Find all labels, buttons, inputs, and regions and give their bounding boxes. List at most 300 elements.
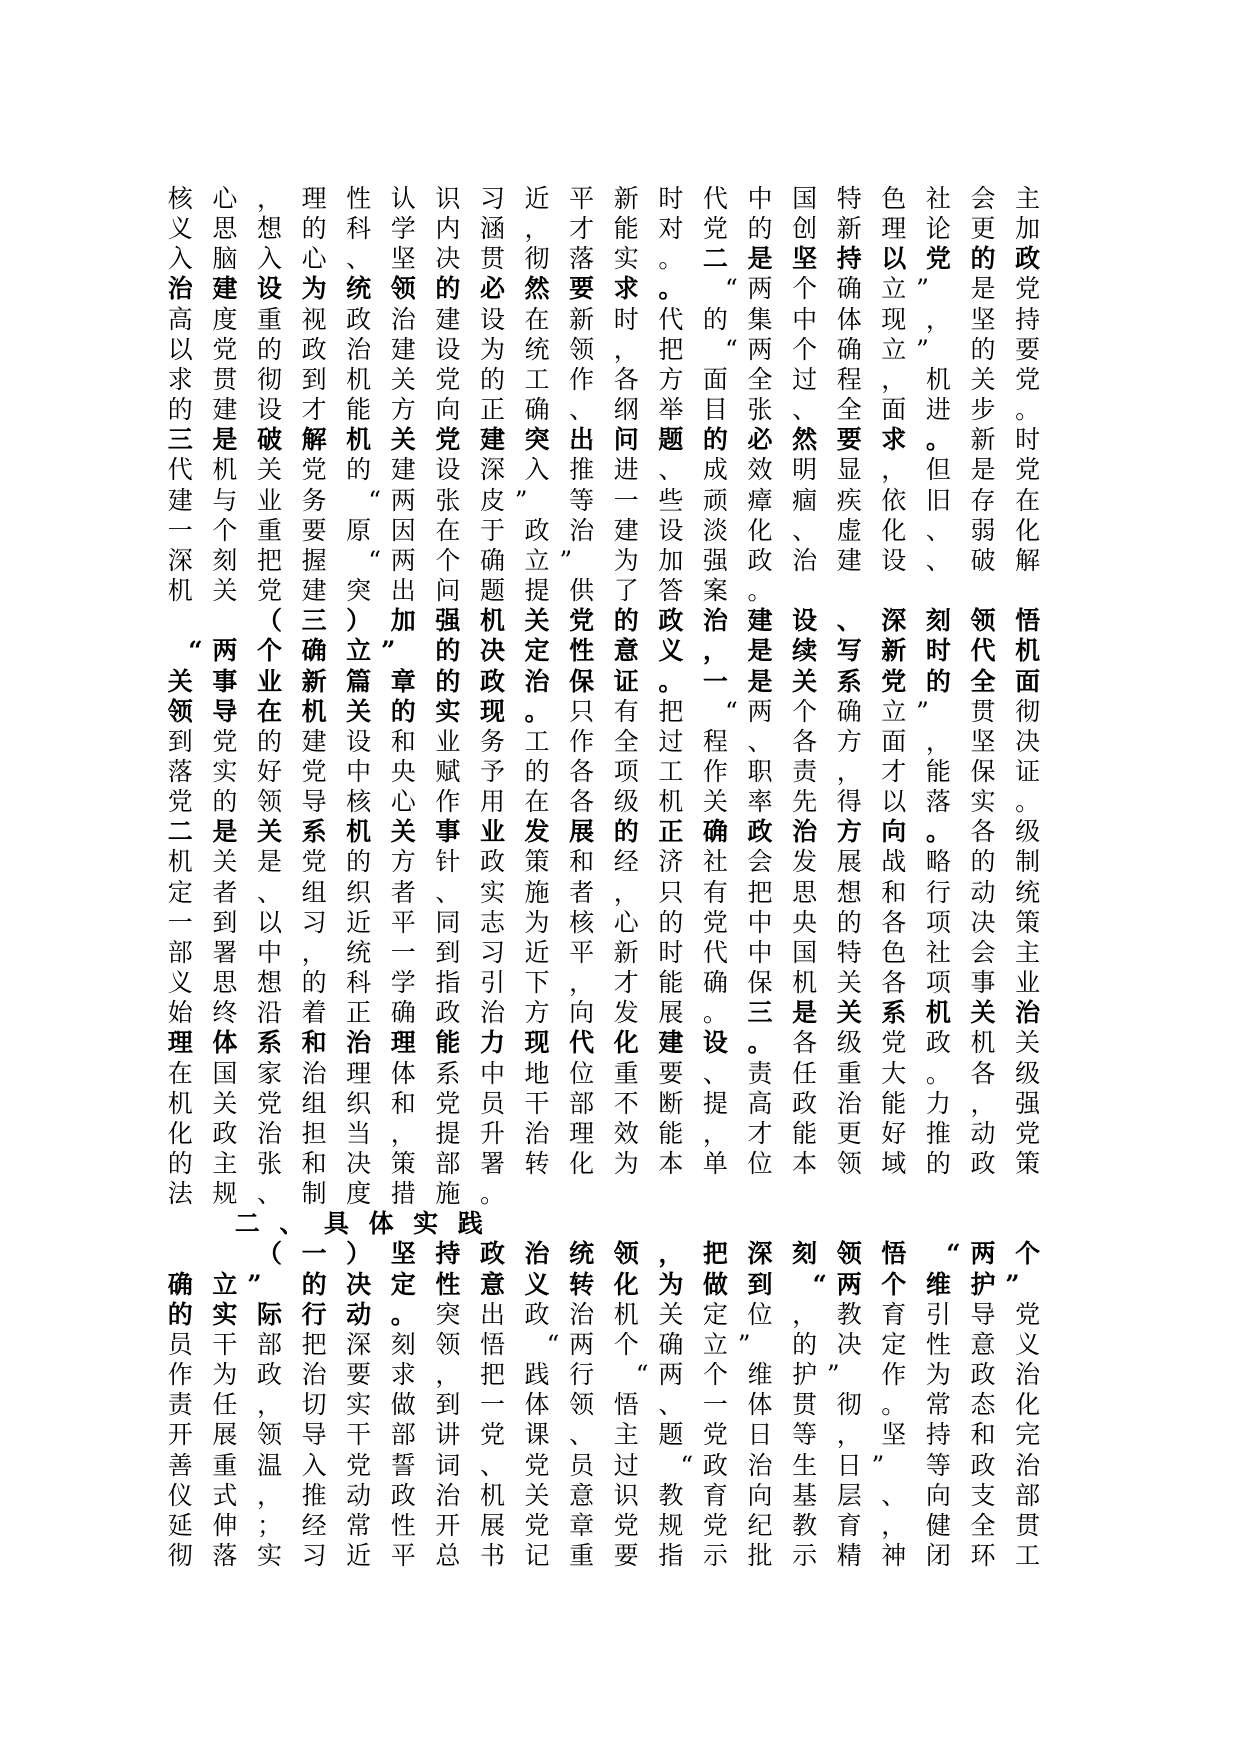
glyph: 一 bbox=[479, 1390, 505, 1420]
glyph: 确 bbox=[658, 1329, 684, 1359]
glyph: 实 bbox=[212, 756, 238, 786]
bold-text-run bbox=[225, 1209, 493, 1238]
glyph: 能 bbox=[792, 1118, 818, 1148]
glyph: ” bbox=[737, 1329, 751, 1359]
glyph: “ bbox=[368, 485, 381, 515]
text-line bbox=[158, 727, 1050, 757]
glyph: 才 bbox=[613, 968, 639, 998]
glyph: 。 bbox=[702, 998, 728, 1028]
glyph: 机 bbox=[346, 425, 372, 455]
text-line bbox=[158, 817, 1050, 847]
glyph: 位 bbox=[747, 1299, 773, 1329]
glyph: 确 bbox=[167, 1269, 193, 1299]
glyph: 部 bbox=[167, 937, 193, 967]
glyph: 章 bbox=[390, 666, 416, 696]
glyph: 性 bbox=[569, 636, 595, 666]
glyph: 推 bbox=[569, 455, 595, 485]
text-line bbox=[158, 516, 1050, 546]
glyph: 部 bbox=[390, 1420, 416, 1450]
text-line bbox=[158, 606, 1050, 636]
glyph: 定 bbox=[524, 636, 550, 666]
glyph: 完 bbox=[1015, 1420, 1041, 1450]
glyph: 。 bbox=[658, 666, 684, 696]
glyph: 。 bbox=[390, 1299, 416, 1329]
glyph: 在 bbox=[167, 1058, 193, 1088]
glyph: 个 bbox=[702, 1360, 728, 1390]
glyph: 设 bbox=[792, 606, 818, 636]
glyph: 发 bbox=[524, 817, 550, 847]
glyph: 个 bbox=[792, 334, 818, 364]
glyph: 党 bbox=[702, 1420, 728, 1450]
glyph: 理 bbox=[390, 1028, 416, 1058]
glyph: 贯 bbox=[1015, 1510, 1041, 1540]
glyph: 事 bbox=[970, 968, 996, 998]
glyph: 的 bbox=[479, 364, 505, 394]
glyph: （ bbox=[256, 606, 282, 636]
glyph: 痼 bbox=[792, 485, 818, 515]
glyph: 针 bbox=[435, 847, 461, 877]
glyph: 政 bbox=[390, 1480, 416, 1510]
glyph: 领 bbox=[836, 1239, 862, 1269]
glyph: 求 bbox=[167, 364, 193, 394]
glyph: 和 bbox=[390, 726, 416, 756]
glyph: 等 bbox=[569, 485, 595, 515]
text-line bbox=[158, 1179, 1050, 1209]
glyph: 三 bbox=[301, 606, 327, 636]
glyph: 到 bbox=[747, 1269, 773, 1299]
glyph: 仪 bbox=[167, 1480, 193, 1510]
glyph: 想 bbox=[256, 968, 282, 998]
glyph: 业 bbox=[1015, 968, 1041, 998]
glyph: 实 bbox=[212, 1299, 238, 1329]
glyph: 日 bbox=[836, 1450, 862, 1480]
glyph: 战 bbox=[881, 847, 907, 877]
text-line bbox=[158, 455, 1050, 485]
glyph: 作 bbox=[167, 1360, 193, 1390]
glyph: ” bbox=[916, 334, 929, 364]
glyph: 出 bbox=[569, 425, 595, 455]
glyph: 义 bbox=[658, 636, 684, 666]
glyph: 务 bbox=[479, 726, 505, 756]
glyph: 践 bbox=[524, 1360, 550, 1390]
text-line bbox=[158, 274, 1050, 304]
glyph: 全 bbox=[970, 1510, 996, 1540]
glyph: 体 bbox=[212, 1028, 238, 1058]
glyph: 领 bbox=[256, 1420, 282, 1450]
glyph: 护 bbox=[792, 1360, 818, 1390]
glyph: 全 bbox=[747, 364, 773, 394]
glyph: 为 bbox=[301, 274, 327, 304]
glyph: 和 bbox=[569, 847, 595, 877]
glyph: 决 bbox=[1015, 726, 1041, 756]
glyph: 化 bbox=[613, 1269, 639, 1299]
glyph: 习 bbox=[301, 1541, 327, 1571]
glyph: 建 bbox=[212, 274, 238, 304]
glyph: 党 bbox=[881, 1028, 907, 1058]
text-line bbox=[158, 1390, 1050, 1420]
glyph: 展 bbox=[479, 1510, 505, 1540]
glyph: ， bbox=[881, 455, 907, 485]
glyph: “ bbox=[724, 274, 738, 304]
glyph: 方 bbox=[658, 364, 684, 394]
glyph: 动 bbox=[346, 1299, 372, 1329]
glyph: 织 bbox=[346, 1088, 372, 1118]
glyph: 向 bbox=[569, 998, 595, 1028]
glyph: 干 bbox=[212, 1329, 238, 1359]
glyph: 部 bbox=[435, 1149, 461, 1178]
glyph: 展 bbox=[658, 998, 684, 1028]
glyph: 各 bbox=[569, 756, 595, 786]
glyph: 、 bbox=[346, 244, 372, 274]
glyph: 展 bbox=[569, 817, 595, 847]
glyph: 单 bbox=[702, 1149, 728, 1178]
bold-text-run bbox=[247, 606, 1050, 635]
glyph: 。 bbox=[479, 1179, 505, 1209]
glyph: 习 bbox=[301, 907, 327, 937]
glyph: 系 bbox=[881, 998, 907, 1028]
glyph: 社 bbox=[925, 184, 951, 213]
glyph: 大 bbox=[881, 1058, 907, 1088]
glyph: 是 bbox=[792, 998, 818, 1028]
glyph: 目 bbox=[702, 395, 728, 425]
glyph: 到 bbox=[212, 907, 238, 937]
glyph: 。 bbox=[658, 244, 684, 274]
glyph: 面 bbox=[881, 726, 907, 756]
glyph: 的 bbox=[435, 274, 461, 304]
glyph: 定 bbox=[167, 877, 193, 907]
glyph: 作 bbox=[702, 756, 728, 786]
glyph: 求 bbox=[390, 1360, 416, 1390]
glyph: 机 bbox=[792, 968, 818, 998]
glyph: 涵 bbox=[479, 214, 505, 244]
glyph: 彻 bbox=[167, 1541, 193, 1571]
glyph: 时 bbox=[658, 937, 684, 967]
glyph: 为 bbox=[479, 334, 505, 364]
glyph: 行 bbox=[925, 877, 951, 907]
glyph: 常 bbox=[925, 1390, 951, 1420]
glyph: ） bbox=[346, 606, 372, 636]
glyph: 意 bbox=[569, 1480, 595, 1510]
glyph: 用 bbox=[479, 787, 505, 817]
glyph: 日 bbox=[747, 1420, 773, 1450]
glyph: 政 bbox=[747, 817, 773, 847]
glyph: 不 bbox=[613, 1088, 639, 1118]
glyph: ， bbox=[792, 1299, 818, 1329]
glyph: 代 bbox=[702, 184, 728, 213]
glyph: 在 bbox=[256, 696, 282, 726]
glyph: 两 bbox=[747, 696, 773, 726]
glyph: ， bbox=[836, 756, 862, 786]
glyph: 工 bbox=[524, 726, 550, 756]
text-line bbox=[158, 1239, 1050, 1269]
glyph: 政 bbox=[479, 847, 505, 877]
glyph: 平 bbox=[390, 907, 416, 937]
glyph: 题 bbox=[479, 576, 505, 606]
glyph: 誓 bbox=[390, 1450, 416, 1480]
glyph: 求 bbox=[613, 274, 639, 304]
glyph: 党 bbox=[702, 214, 728, 244]
text-line bbox=[158, 1059, 1050, 1089]
glyph: ， bbox=[569, 968, 595, 998]
glyph: 政 bbox=[925, 1028, 951, 1058]
glyph: ” bbox=[514, 485, 528, 515]
glyph: 体 bbox=[747, 1390, 773, 1420]
glyph: 机 bbox=[167, 576, 193, 606]
glyph: 深 bbox=[881, 606, 907, 636]
glyph: 能 bbox=[658, 968, 684, 998]
glyph: 理 bbox=[346, 1058, 372, 1088]
glyph: 党 bbox=[1015, 1118, 1041, 1148]
glyph: 领 bbox=[613, 1239, 639, 1269]
glyph: ， bbox=[658, 1239, 684, 1269]
glyph: 党 bbox=[1015, 1299, 1041, 1329]
glyph: 的 bbox=[256, 726, 282, 756]
glyph: ， bbox=[881, 364, 907, 394]
glyph: 高 bbox=[167, 304, 193, 334]
glyph: 党 bbox=[569, 606, 595, 636]
glyph: 党 bbox=[479, 1420, 505, 1450]
glyph: 向 bbox=[925, 1480, 951, 1510]
glyph: 平 bbox=[569, 937, 595, 967]
glyph: 新 bbox=[301, 666, 327, 696]
glyph: 彻 bbox=[524, 244, 550, 274]
glyph: 题 bbox=[658, 425, 684, 455]
glyph: 各 bbox=[792, 1028, 818, 1058]
glyph: 的 bbox=[613, 817, 639, 847]
glyph: 个 bbox=[792, 274, 818, 304]
glyph: 持 bbox=[925, 1420, 951, 1450]
glyph: 的 bbox=[836, 907, 862, 937]
glyph: 入 bbox=[256, 244, 282, 274]
glyph: 一 bbox=[702, 1390, 728, 1420]
glyph: 、 bbox=[925, 545, 951, 575]
glyph: 关 bbox=[167, 666, 193, 696]
glyph: 高 bbox=[747, 1088, 773, 1118]
bold-text-run bbox=[158, 1300, 426, 1329]
glyph: 提 bbox=[702, 1088, 728, 1118]
glyph: 程 bbox=[702, 726, 728, 756]
glyph: 识 bbox=[435, 184, 461, 213]
text-run bbox=[158, 908, 1050, 937]
glyph: 关 bbox=[836, 968, 862, 998]
glyph: 维 bbox=[747, 1360, 773, 1390]
glyph: ， bbox=[925, 304, 951, 334]
glyph: 党 bbox=[1015, 274, 1041, 304]
glyph: 实 bbox=[346, 1390, 372, 1420]
glyph: 悟 bbox=[479, 1329, 505, 1359]
glyph: 关 bbox=[658, 1299, 684, 1329]
glyph: 政 bbox=[212, 1118, 238, 1148]
glyph: 担 bbox=[301, 1118, 327, 1148]
glyph: 力 bbox=[925, 1088, 951, 1118]
glyph: 实 bbox=[413, 1209, 439, 1239]
glyph: 建 bbox=[167, 485, 193, 515]
glyph: 治 bbox=[1015, 998, 1041, 1028]
glyph: 机 bbox=[167, 847, 193, 877]
glyph: 国 bbox=[792, 184, 818, 213]
glyph: 态 bbox=[970, 1390, 996, 1420]
glyph: 治 bbox=[346, 1028, 372, 1058]
glyph: 设 bbox=[479, 304, 505, 334]
glyph: 深 bbox=[747, 1239, 773, 1269]
glyph: 以 bbox=[881, 244, 907, 274]
glyph: 导 bbox=[301, 787, 327, 817]
glyph: 治 bbox=[524, 666, 550, 696]
glyph: 领 bbox=[836, 1149, 862, 1178]
glyph: 三 bbox=[747, 998, 773, 1028]
glyph: 署 bbox=[212, 937, 238, 967]
text-line bbox=[158, 214, 1050, 244]
glyph: 、 bbox=[256, 1179, 282, 1209]
glyph: 要 bbox=[658, 1058, 684, 1088]
glyph: 责 bbox=[792, 756, 818, 786]
glyph: 以 bbox=[167, 334, 193, 364]
glyph: 当 bbox=[346, 1118, 372, 1148]
glyph: 的 bbox=[792, 1329, 818, 1359]
glyph: 。 bbox=[925, 425, 951, 455]
glyph: 党 bbox=[702, 907, 728, 937]
glyph: 意 bbox=[613, 636, 639, 666]
glyph: 强 bbox=[1015, 1088, 1041, 1118]
glyph: 要 bbox=[1015, 334, 1041, 364]
bold-text-run bbox=[158, 817, 961, 846]
glyph: 把 bbox=[658, 696, 684, 726]
glyph: 程 bbox=[836, 364, 862, 394]
glyph: 作 bbox=[435, 787, 461, 817]
glyph: 动 bbox=[970, 877, 996, 907]
glyph: 过 bbox=[613, 1450, 639, 1480]
glyph: 领 bbox=[167, 696, 193, 726]
glyph: 切 bbox=[301, 1390, 327, 1420]
glyph: 作 bbox=[569, 726, 595, 756]
glyph: “ bbox=[680, 1450, 694, 1480]
glyph: 坚 bbox=[881, 1420, 907, 1450]
glyph: 级 bbox=[836, 1028, 862, 1058]
text-run bbox=[961, 817, 1050, 846]
glyph: 国 bbox=[212, 1058, 238, 1088]
glyph: 核 bbox=[346, 787, 372, 817]
glyph: 实 bbox=[970, 787, 996, 817]
glyph: 入 bbox=[524, 455, 550, 485]
glyph: 张 bbox=[747, 395, 773, 425]
glyph: 建 bbox=[435, 304, 461, 334]
text-run bbox=[559, 697, 1050, 726]
glyph: 的 bbox=[301, 214, 327, 244]
text-run bbox=[158, 1451, 1050, 1480]
glyph: 党 bbox=[212, 726, 238, 756]
text-line bbox=[158, 1089, 1050, 1119]
glyph: 党 bbox=[435, 1088, 461, 1118]
glyph: 贯 bbox=[212, 364, 238, 394]
glyph: 予 bbox=[479, 756, 505, 786]
glyph: 政 bbox=[1015, 244, 1041, 274]
glyph: 两 bbox=[212, 636, 238, 666]
glyph: 有 bbox=[702, 877, 728, 907]
glyph: 育 bbox=[836, 1510, 862, 1540]
glyph: 正 bbox=[346, 998, 372, 1028]
glyph: 以 bbox=[881, 787, 907, 817]
glyph: 想 bbox=[836, 877, 862, 907]
glyph: 赋 bbox=[435, 756, 461, 786]
glyph: 员 bbox=[167, 1329, 193, 1359]
glyph: 统 bbox=[524, 334, 550, 364]
glyph: 维 bbox=[925, 1269, 951, 1299]
glyph: 理 bbox=[301, 184, 327, 213]
glyph: 但 bbox=[925, 455, 951, 485]
glyph: 推 bbox=[301, 1480, 327, 1510]
glyph: 决 bbox=[435, 244, 461, 274]
glyph: 的 bbox=[212, 787, 238, 817]
text-line bbox=[158, 787, 1050, 817]
text-run bbox=[158, 244, 693, 273]
glyph: 解 bbox=[301, 425, 327, 455]
glyph: 治 bbox=[256, 1118, 282, 1148]
glyph: 总 bbox=[435, 1541, 461, 1571]
glyph: 确 bbox=[390, 998, 416, 1028]
glyph: 际 bbox=[256, 1299, 282, 1329]
glyph: 定 bbox=[702, 1299, 728, 1329]
glyph: 设 bbox=[346, 726, 372, 756]
bold-text-run bbox=[158, 1270, 1050, 1299]
glyph: 组 bbox=[301, 877, 327, 907]
glyph: 集 bbox=[747, 304, 773, 334]
glyph: 指 bbox=[658, 1541, 684, 1571]
text-run bbox=[158, 847, 1050, 876]
glyph: 好 bbox=[881, 1118, 907, 1148]
text-run bbox=[158, 486, 1050, 515]
glyph: 会 bbox=[970, 184, 996, 213]
glyph: 导 bbox=[970, 1299, 996, 1329]
glyph: 机 bbox=[301, 696, 327, 726]
glyph: 位 bbox=[747, 1149, 773, 1178]
glyph: 学 bbox=[390, 214, 416, 244]
glyph: 平 bbox=[390, 1541, 416, 1571]
glyph: 到 bbox=[167, 726, 193, 756]
glyph: 党 bbox=[301, 455, 327, 485]
glyph: 者 bbox=[390, 877, 416, 907]
glyph: 关 bbox=[702, 787, 728, 817]
glyph: 业 bbox=[479, 817, 505, 847]
text-run bbox=[158, 455, 1050, 484]
glyph: 思 bbox=[212, 968, 238, 998]
glyph: 各 bbox=[970, 817, 996, 847]
glyph: 善 bbox=[167, 1450, 193, 1480]
glyph: 事 bbox=[435, 817, 461, 847]
glyph: 科 bbox=[346, 968, 372, 998]
glyph: 治 bbox=[702, 606, 728, 636]
bold-text-run bbox=[158, 636, 1050, 665]
glyph: 治 bbox=[390, 304, 416, 334]
glyph: 实 bbox=[479, 877, 505, 907]
glyph: 现 bbox=[881, 304, 907, 334]
glyph: 系 bbox=[301, 817, 327, 847]
glyph: 决 bbox=[836, 1329, 862, 1359]
glyph: 明 bbox=[792, 455, 818, 485]
text-line bbox=[158, 244, 1050, 274]
glyph: 关 bbox=[1015, 1028, 1041, 1058]
text-line bbox=[158, 1360, 1050, 1390]
glyph: 等 bbox=[925, 1450, 951, 1480]
glyph: 域 bbox=[881, 1149, 907, 1178]
glyph: 温 bbox=[256, 1450, 282, 1480]
glyph: 治 bbox=[1015, 1450, 1041, 1480]
glyph: 央 bbox=[390, 756, 416, 786]
glyph: 统 bbox=[346, 274, 372, 304]
glyph: 立 bbox=[212, 1269, 238, 1299]
glyph: 机 bbox=[613, 1299, 639, 1329]
glyph: 级 bbox=[1015, 1058, 1041, 1088]
glyph: 把 bbox=[658, 334, 684, 364]
